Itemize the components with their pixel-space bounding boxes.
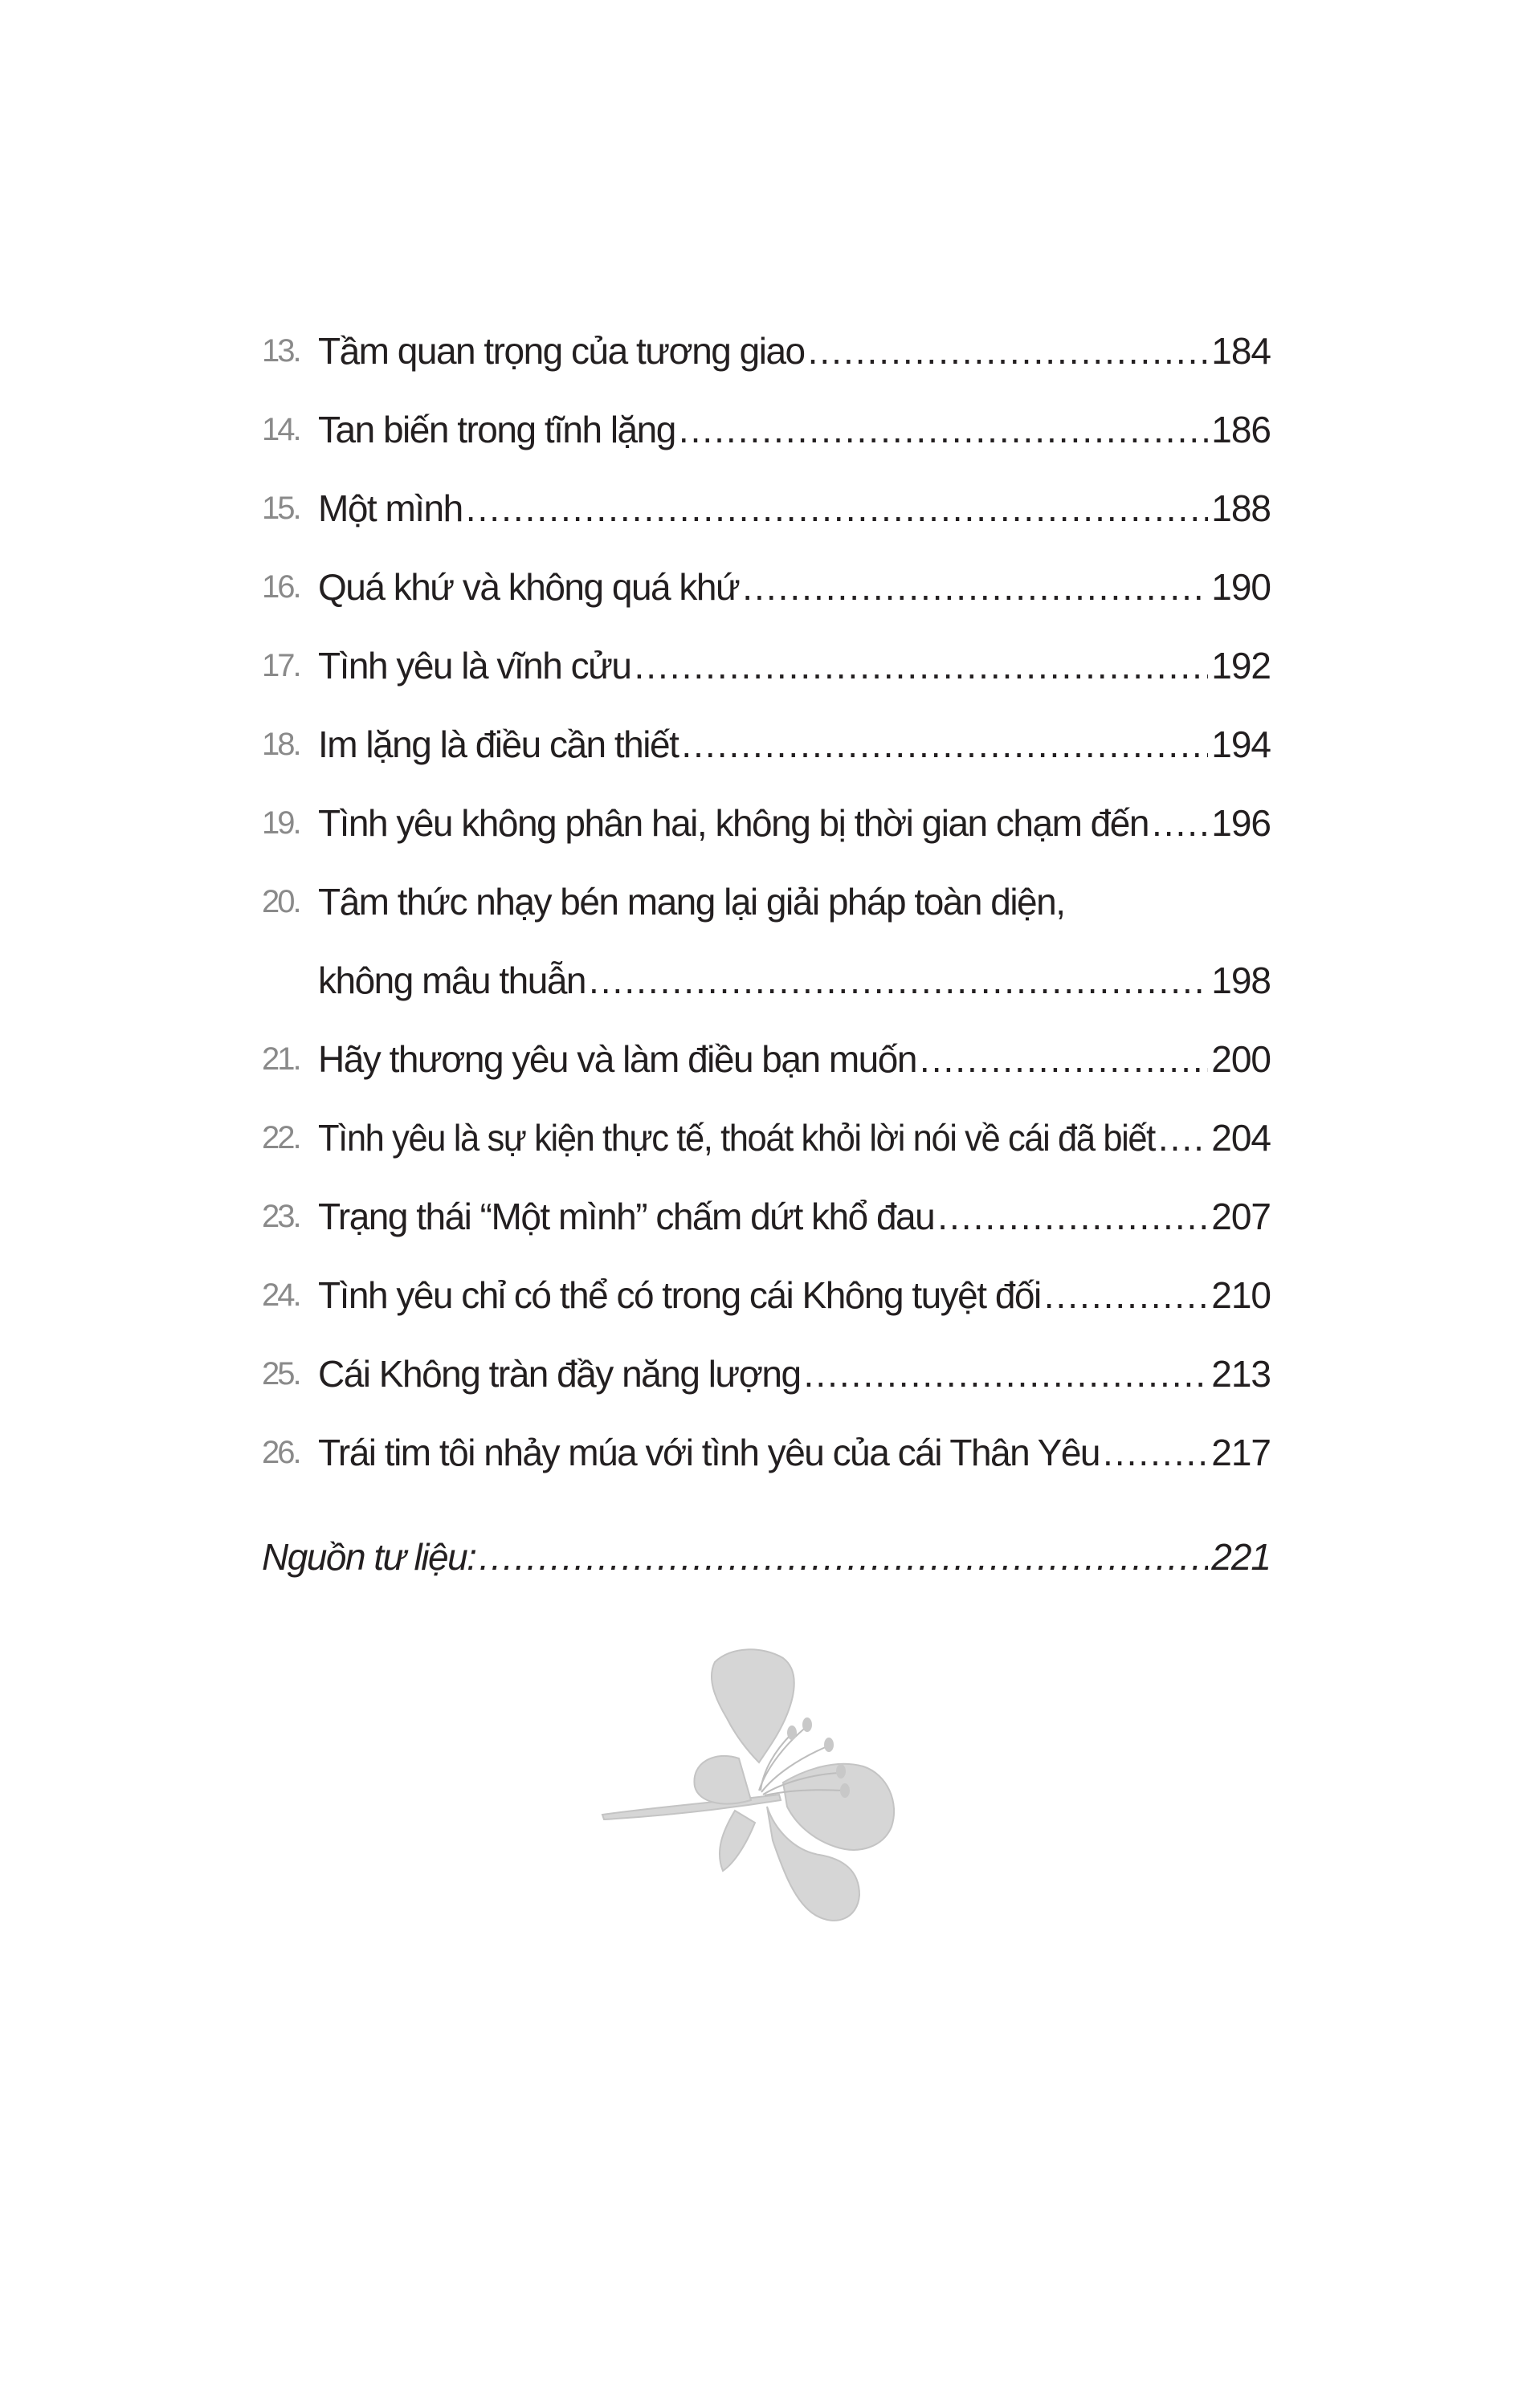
toc-entry-page: 217 bbox=[1211, 1432, 1271, 1473]
toc-entry[interactable] bbox=[262, 1020, 1271, 1098]
toc-entry-number: 24. bbox=[262, 1277, 300, 1313]
toc-entry-title: Cái Không tràn đầy năng lượng bbox=[318, 1353, 801, 1395]
dot-leader bbox=[1103, 1413, 1208, 1492]
toc-entry-title-continued: không mâu thuẫn bbox=[318, 960, 586, 1001]
dot-leader bbox=[808, 312, 1209, 390]
table-of-contents bbox=[262, 312, 1271, 1492]
dot-leader bbox=[1044, 1256, 1209, 1334]
toc-entry[interactable] bbox=[262, 548, 1271, 626]
toc-entry[interactable] bbox=[262, 1413, 1271, 1492]
toc-entry-page: 198 bbox=[1211, 960, 1271, 1001]
toc-entry-title: Trái tim tôi nhảy múa với tình yêu của cái Thân Yêu bbox=[318, 1432, 1100, 1473]
dot-leader bbox=[634, 626, 1208, 705]
toc-entry-page: 210 bbox=[1211, 1274, 1271, 1316]
toc-entry[interactable] bbox=[262, 1334, 1271, 1413]
toc-entry[interactable] bbox=[262, 784, 1271, 862]
toc-entry-number: 20. bbox=[262, 884, 300, 919]
toc-entry[interactable] bbox=[262, 390, 1271, 469]
dot-leader bbox=[804, 1334, 1209, 1413]
sources-page: 221 bbox=[1211, 1536, 1271, 1578]
toc-entry-title: Tình yêu không phân hai, không bị thời gian chạm đến bbox=[318, 802, 1149, 844]
toc-entry-page: 196 bbox=[1211, 802, 1271, 844]
toc-entry[interactable] bbox=[262, 626, 1271, 705]
toc-entry-page: 186 bbox=[1211, 409, 1271, 450]
toc-entry-title: Trạng thái “Một mình” chấm dứt khổ đau bbox=[318, 1196, 935, 1237]
toc-entry-page: 204 bbox=[1211, 1117, 1271, 1159]
toc-entry-page: 213 bbox=[1211, 1353, 1271, 1395]
dot-leader bbox=[1158, 1098, 1208, 1177]
toc-entry-page: 207 bbox=[1211, 1196, 1271, 1237]
toc-entry[interactable] bbox=[262, 1177, 1271, 1256]
toc-entry-title: Tâm thức nhạy bén mang lại giải pháp toàn diện, bbox=[318, 881, 1065, 923]
toc-entry-title: Tầm quan trọng của tương giao bbox=[318, 330, 805, 372]
toc-entry-page: 194 bbox=[1211, 723, 1271, 765]
toc-entry-number: 18. bbox=[262, 727, 300, 762]
toc-entry-page: 190 bbox=[1211, 566, 1271, 608]
sources-title: Nguồn tư liệu: bbox=[262, 1536, 476, 1578]
toc-entry-title: Im lặng là điều cần thiết bbox=[318, 723, 679, 765]
toc-entry-number: 23. bbox=[262, 1199, 300, 1234]
toc-entry-number: 13. bbox=[262, 333, 300, 369]
toc-entry-number: 19. bbox=[262, 805, 300, 841]
toc-entry-title: Tan biến trong tĩnh lặng bbox=[318, 409, 675, 450]
toc-entry-number: 16. bbox=[262, 569, 300, 605]
toc-entry[interactable] bbox=[262, 469, 1271, 548]
toc-entry[interactable] bbox=[262, 1098, 1271, 1177]
dot-leader bbox=[1152, 784, 1208, 862]
toc-entry-number: 21. bbox=[262, 1041, 300, 1077]
dot-leader bbox=[479, 1518, 1208, 1596]
dot-leader bbox=[742, 548, 1208, 626]
flower-illustration-icon bbox=[594, 1630, 932, 1983]
toc-entry-title: Hãy thương yêu và làm điều bạn muốn bbox=[318, 1038, 916, 1080]
toc-entry[interactable] bbox=[262, 705, 1271, 784]
toc-entry-number: 22. bbox=[262, 1120, 300, 1155]
toc-entry-page: 192 bbox=[1211, 645, 1271, 687]
toc-entry-title: Tình yêu là vĩnh cửu bbox=[318, 645, 631, 687]
toc-entry-number: 15. bbox=[262, 491, 300, 526]
dot-leader bbox=[937, 1177, 1208, 1256]
dot-leader bbox=[681, 705, 1208, 784]
toc-entry-number: 14. bbox=[262, 412, 300, 447]
toc-entry[interactable] bbox=[262, 1256, 1271, 1334]
dot-leader bbox=[679, 390, 1208, 469]
toc-entry-page: 200 bbox=[1211, 1038, 1271, 1080]
toc-entry-number: 26. bbox=[262, 1435, 300, 1470]
toc-entry-number: 25. bbox=[262, 1356, 300, 1391]
toc-entry-title: Một mình bbox=[318, 487, 463, 529]
toc-entry-number: 17. bbox=[262, 648, 300, 683]
sources-entry[interactable] bbox=[262, 1518, 1271, 1596]
toc-entry[interactable] bbox=[262, 312, 1271, 390]
toc-entry-title: Tình yêu là sự kiện thực tế, thoát khỏi lời nói về cái đã biết bbox=[318, 1117, 1155, 1159]
toc-entry-page: 188 bbox=[1211, 487, 1271, 529]
toc-entry-title: Tình yêu chỉ có thể có trong cái Không tuyệt đối bbox=[318, 1274, 1041, 1316]
toc-entry-page: 184 bbox=[1211, 330, 1271, 372]
toc-entry-title: Quá khứ và không quá khứ bbox=[318, 566, 740, 608]
toc-entry[interactable] bbox=[262, 862, 1271, 1020]
dot-leader bbox=[589, 941, 1208, 1020]
dot-leader bbox=[920, 1020, 1208, 1098]
dot-leader bbox=[466, 469, 1209, 548]
